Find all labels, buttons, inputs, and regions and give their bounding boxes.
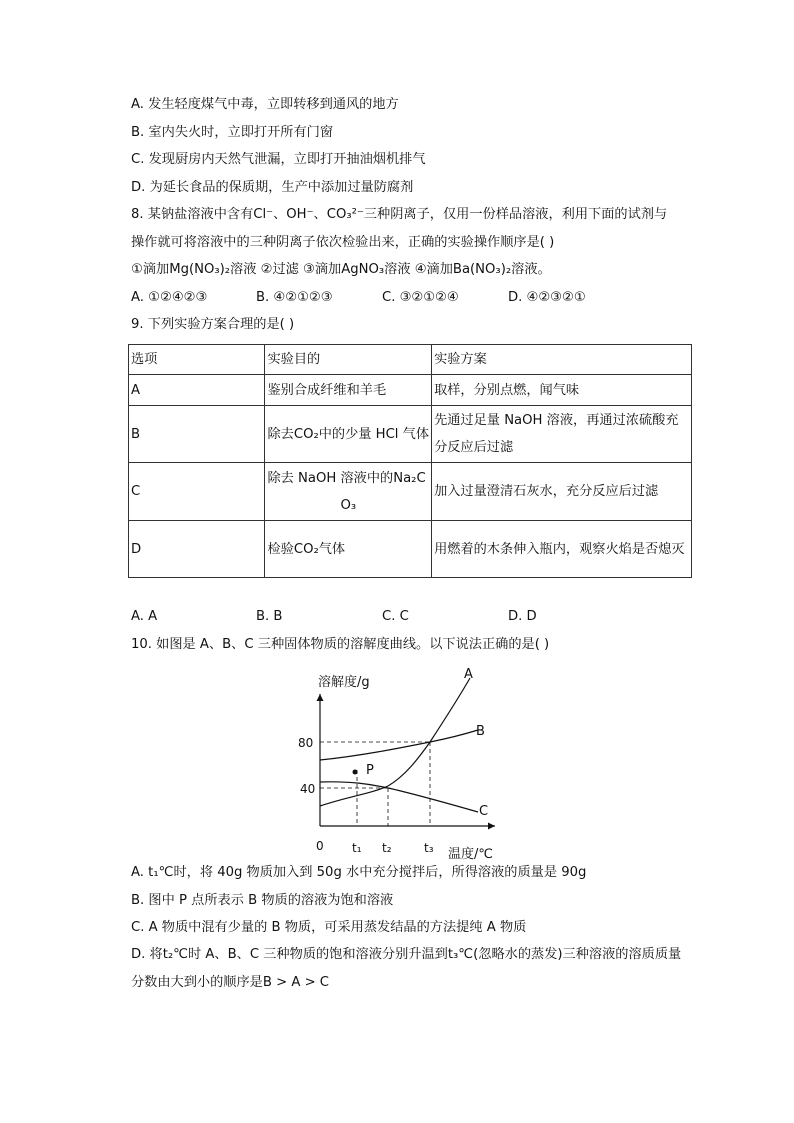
x-tick-label-t3: t₃ [424,841,434,855]
table-header-plan: 实验方案 [432,345,692,375]
x-tick-label-t2: t₂ [382,841,392,855]
origin-label: 0 [316,839,324,853]
point-p-label: P [366,763,374,778]
table-cell-purpose-line2: O₃ [340,497,357,513]
x-axis-label: 温度/℃ [448,847,493,862]
table-cell-plan: 用燃着的木条伸入瓶内，观察火焰是否熄灭 [432,521,692,578]
q7-option-b: B. 室内失火时，立即打开所有门窗 [131,125,334,140]
table-row [129,375,692,406]
q7-option-a: A. 发生轻度煤气中毒，立即转移到通风的地方 [131,97,399,112]
series-c-label: C [479,804,489,819]
table-row [129,521,692,578]
q10-option-d-line1: D. 将t₂℃时 A、B、C 三种物质的饱和溶液分别升温到t₃℃(忽略水的蒸发)三种溶液的溶质质量 [131,947,682,962]
y-axis-label: 溶解度/g [318,675,370,690]
series-b-label: B [476,724,485,739]
x-tick-label-t1: t₁ [352,841,362,855]
q8-option-a: A. ①②④②③ [131,290,208,305]
series-b-curve [320,730,478,760]
table-cell-purpose-line1: 除去 NaOH 溶液中的Na₂C [267,470,426,486]
table-cell-plan: 取样，分别点燃，闻气味 [432,375,692,406]
y-tick-label-80: 80 [298,736,314,750]
q7-option-d: D. 为延长食品的保质期，生产中添加过量防腐剂 [131,180,414,195]
q9-option-b: B. B [256,609,283,624]
q8-stem-line1: 8. 某钠盐溶液中含有Cl⁻、OH⁻、CO₃²⁻三种阴离子，仅用一份样品溶液，利用下面的试剂与 [131,207,668,222]
q10-option-b: B. 图中 P 点所表示 B 物质的溶液为饱和溶液 [131,893,394,908]
y-tick-label-40: 40 [300,782,316,796]
q10-stem: 10. 如图是 A、B、C 三种固体物质的溶解度曲线。以下说法正确的是( ) [131,637,550,652]
q9-stem: 9. 下列实验方案合理的是( ) [131,317,295,332]
q9-option-c: C. C [382,609,409,624]
q8-option-d: D. ④②③②① [508,290,586,305]
table-cell-purpose: 鉴别合成纤维和羊毛 [265,375,432,406]
table-cell-purpose: 除去CO₂中的少量 HCl 气体 [265,406,432,463]
table-row [129,463,692,521]
q8-stem-line2: 操作就可将溶液中的三种阴离子依次检验出来，正确的实验操作顺序是( ) [131,235,555,250]
table-cell-option: C [129,463,265,521]
series-c-curve [320,782,478,812]
table-row [129,406,692,463]
q8-option-c: C. ③②①②④ [382,290,459,305]
table-cell-option: D [129,521,265,578]
table-cell-purpose: 检验CO₂气体 [265,521,432,578]
table-header-purpose: 实验目的 [265,345,432,375]
q9-table [128,344,692,578]
solubility-chart [280,664,520,864]
table-cell-option: B [129,406,265,463]
q9-option-d: D. D [508,609,537,624]
q10-option-d-line2: 分数由大到小的顺序是B > A > C [131,975,330,990]
q8-option-b: B. ④②①②③ [256,290,333,305]
table-cell-option: A [129,375,265,406]
point-p [353,770,358,775]
table-cell-purpose [265,463,432,521]
table-header-row [129,345,692,375]
q9-option-a: A. A [131,609,158,624]
table-cell-plan: 先通过足量 NaOH 溶液，再通过浓硫酸充分反应后过滤 [432,406,692,463]
series-a-label: A [464,667,473,682]
table-cell-plan: 加入过量澄清石灰水，充分反应后过滤 [432,463,692,521]
q10-option-c: C. A 物质中混有少量的 B 物质，可采用蒸发结晶的方法提纯 A 物质 [131,920,527,935]
q7-option-c: C. 发现厨房内天然气泄漏，立即打开抽油烟机排气 [131,152,426,167]
q8-steps: ①滴加Mg(NO₃)₂溶液 ②过滤 ③滴加AgNO₃溶液 ④滴加Ba(NO₃)₂溶液。 [131,262,551,277]
q10-option-a: A. t₁℃时，将 40g 物质加入到 50g 水中充分搅拌后，所得溶液的质量是 90g [131,865,587,880]
table-header-option: 选项 [129,345,265,375]
